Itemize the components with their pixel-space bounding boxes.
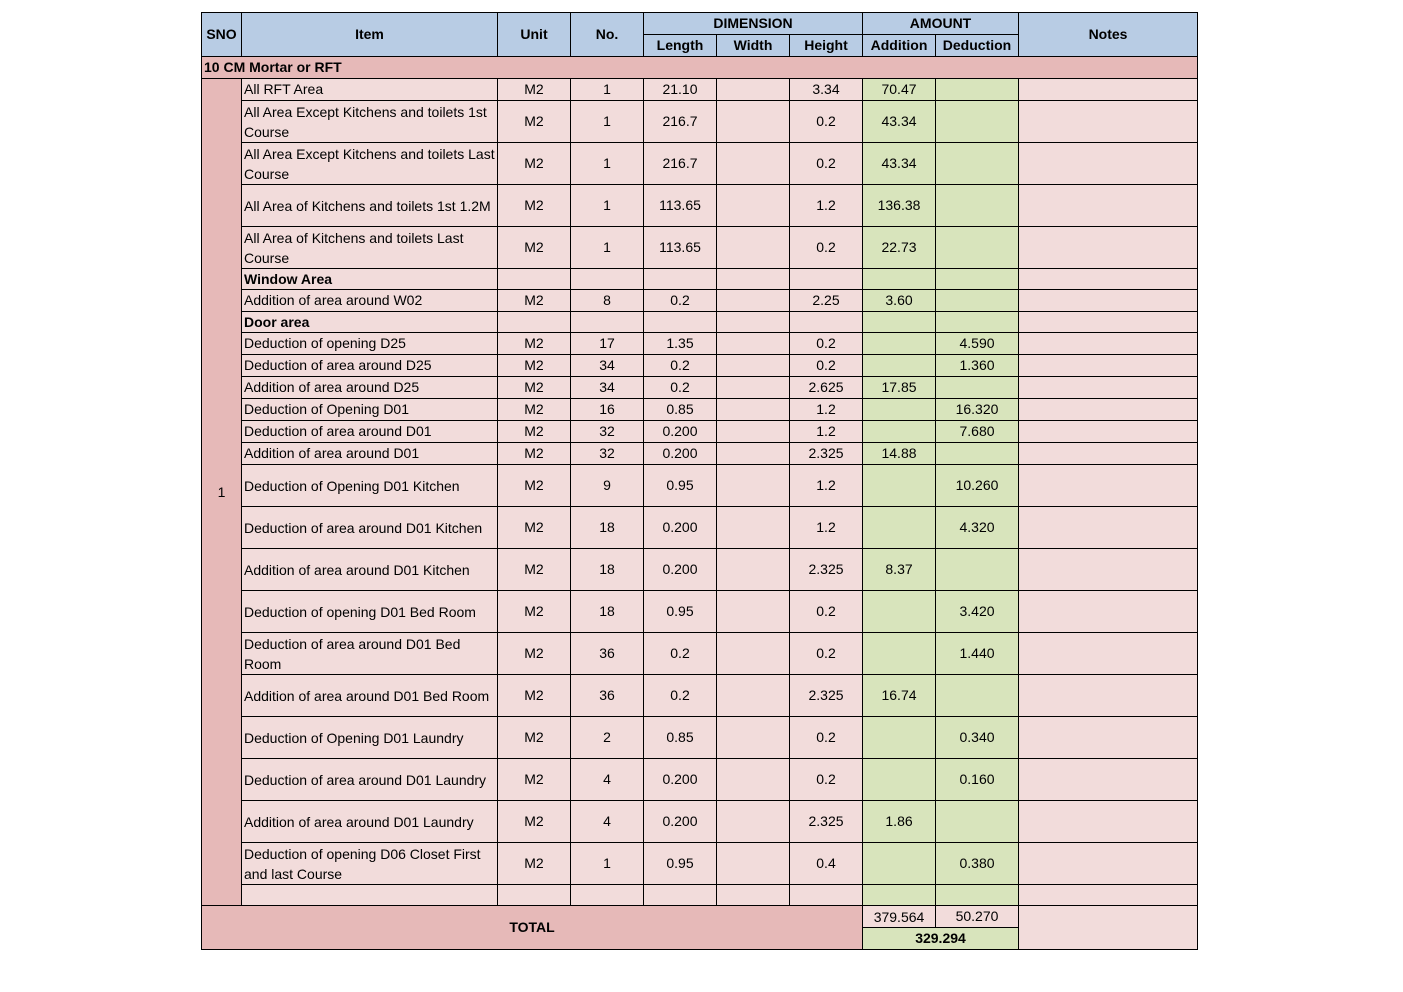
length-cell: 0.200 <box>644 759 717 801</box>
no-cell: 18 <box>571 507 644 549</box>
addition-cell: 17.85 <box>863 377 936 399</box>
table-row <box>202 801 1198 843</box>
height-cell: 0.2 <box>790 759 863 801</box>
item-cell: All Area Except Kitchens and toilets Last Course <box>242 143 498 185</box>
width-cell <box>717 843 790 885</box>
unit-cell <box>498 269 571 290</box>
header-sno: SNO <box>202 13 242 57</box>
item-cell: Addition of area around D01 Kitchen <box>242 549 498 591</box>
length-cell <box>644 885 717 906</box>
height-cell: 3.34 <box>790 79 863 101</box>
addition-cell: 14.88 <box>863 443 936 465</box>
total-row <box>202 906 1198 928</box>
notes-cell <box>1019 801 1198 843</box>
width-cell <box>717 333 790 355</box>
length-cell: 0.200 <box>644 801 717 843</box>
deduction-cell <box>936 290 1019 312</box>
notes-cell <box>1019 333 1198 355</box>
quantity-table <box>201 12 1198 950</box>
table-row <box>202 443 1198 465</box>
height-cell: 1.2 <box>790 185 863 227</box>
item-cell: Deduction of area around D01 Kitchen <box>242 507 498 549</box>
table-row <box>202 549 1198 591</box>
length-cell: 0.85 <box>644 399 717 421</box>
notes-cell <box>1019 399 1198 421</box>
notes-cell <box>1019 717 1198 759</box>
no-cell: 1 <box>571 843 644 885</box>
notes-cell <box>1019 759 1198 801</box>
unit-cell: M2 <box>498 377 571 399</box>
unit-cell: M2 <box>498 759 571 801</box>
unit-cell: M2 <box>498 717 571 759</box>
unit-cell: M2 <box>498 843 571 885</box>
height-cell: 0.2 <box>790 591 863 633</box>
height-cell <box>790 269 863 290</box>
net-total: 329.294 <box>863 928 1019 950</box>
notes-cell <box>1019 633 1198 675</box>
table-row <box>202 312 1198 333</box>
width-cell <box>717 591 790 633</box>
length-cell: 0.2 <box>644 377 717 399</box>
length-cell: 0.85 <box>644 717 717 759</box>
height-cell: 1.2 <box>790 399 863 421</box>
width-cell <box>717 717 790 759</box>
addition-cell <box>863 507 936 549</box>
addition-cell <box>863 465 936 507</box>
no-cell <box>571 269 644 290</box>
item-cell: Deduction of area around D25 <box>242 355 498 377</box>
width-cell <box>717 885 790 906</box>
item-cell: Deduction of area around D01 Laundry <box>242 759 498 801</box>
length-cell: 0.95 <box>644 465 717 507</box>
table-row <box>202 717 1198 759</box>
deduction-cell <box>936 101 1019 143</box>
addition-cell <box>863 591 936 633</box>
no-cell: 32 <box>571 421 644 443</box>
length-cell: 216.7 <box>644 143 717 185</box>
header-width: Width <box>717 35 790 57</box>
width-cell <box>717 633 790 675</box>
header-height: Height <box>790 35 863 57</box>
width-cell <box>717 312 790 333</box>
header-length: Length <box>644 35 717 57</box>
notes-cell <box>1019 549 1198 591</box>
unit-cell: M2 <box>498 801 571 843</box>
addition-cell <box>863 717 936 759</box>
no-cell: 2 <box>571 717 644 759</box>
deduction-cell <box>936 377 1019 399</box>
no-cell: 1 <box>571 227 644 269</box>
item-cell: Deduction of Opening D01 Laundry <box>242 717 498 759</box>
table-row <box>202 507 1198 549</box>
width-cell <box>717 399 790 421</box>
addition-cell <box>863 843 936 885</box>
item-cell: Addition of area around D25 <box>242 377 498 399</box>
header-amount: AMOUNT <box>863 13 1019 35</box>
length-cell: 0.2 <box>644 633 717 675</box>
addition-cell <box>863 759 936 801</box>
width-cell <box>717 801 790 843</box>
deduction-cell <box>936 185 1019 227</box>
unit-cell: M2 <box>498 185 571 227</box>
no-cell: 32 <box>571 443 644 465</box>
length-cell: 0.200 <box>644 549 717 591</box>
length-cell: 21.10 <box>644 79 717 101</box>
item-cell: Deduction of Opening D01 <box>242 399 498 421</box>
notes-cell <box>1019 421 1198 443</box>
deduction-cell: 16.320 <box>936 399 1019 421</box>
height-cell: 2.325 <box>790 675 863 717</box>
sno-cell: 1 <box>202 79 242 906</box>
total-addition: 379.564 <box>863 906 936 928</box>
table-row <box>202 227 1198 269</box>
addition-cell: 3.60 <box>863 290 936 312</box>
unit-cell: M2 <box>498 355 571 377</box>
notes-cell <box>1019 79 1198 101</box>
notes-cell <box>1019 101 1198 143</box>
width-cell <box>717 79 790 101</box>
item-cell: Window Area <box>242 269 498 290</box>
table-row <box>202 333 1198 355</box>
item-cell <box>242 885 498 906</box>
header-item: Item <box>242 13 498 57</box>
unit-cell: M2 <box>498 421 571 443</box>
width-cell <box>717 443 790 465</box>
header-row-1 <box>202 13 1198 35</box>
section-row <box>202 57 1198 79</box>
width-cell <box>717 507 790 549</box>
table-row <box>202 185 1198 227</box>
unit-cell: M2 <box>498 507 571 549</box>
table-row <box>202 143 1198 185</box>
unit-cell: M2 <box>498 290 571 312</box>
item-cell: Door area <box>242 312 498 333</box>
length-cell <box>644 312 717 333</box>
height-cell: 2.625 <box>790 377 863 399</box>
item-cell: Addition of area around D01 Laundry <box>242 801 498 843</box>
addition-cell: 70.47 <box>863 79 936 101</box>
height-cell: 1.2 <box>790 507 863 549</box>
notes-cell <box>1019 843 1198 885</box>
length-cell: 0.2 <box>644 355 717 377</box>
addition-cell <box>863 399 936 421</box>
no-cell: 36 <box>571 675 644 717</box>
notes-cell <box>1019 227 1198 269</box>
header-notes: Notes <box>1019 13 1198 57</box>
table-row <box>202 377 1198 399</box>
table-row <box>202 355 1198 377</box>
no-cell: 4 <box>571 801 644 843</box>
no-cell: 17 <box>571 333 644 355</box>
addition-cell: 16.74 <box>863 675 936 717</box>
height-cell: 2.325 <box>790 549 863 591</box>
height-cell: 0.2 <box>790 333 863 355</box>
item-cell: All Area Except Kitchens and toilets 1st Course <box>242 101 498 143</box>
deduction-cell: 4.320 <box>936 507 1019 549</box>
addition-cell <box>863 885 936 906</box>
deduction-cell <box>936 79 1019 101</box>
no-cell <box>571 885 644 906</box>
total-deduction: 50.270 <box>936 906 1019 928</box>
unit-cell: M2 <box>498 443 571 465</box>
length-cell: 216.7 <box>644 101 717 143</box>
length-cell: 0.2 <box>644 675 717 717</box>
deduction-cell <box>936 312 1019 333</box>
unit-cell: M2 <box>498 333 571 355</box>
item-cell: Deduction of opening D25 <box>242 333 498 355</box>
height-cell: 2.325 <box>790 801 863 843</box>
item-cell: All RFT Area <box>242 79 498 101</box>
width-cell <box>717 269 790 290</box>
unit-cell: M2 <box>498 227 571 269</box>
width-cell <box>717 421 790 443</box>
notes-cell <box>1019 507 1198 549</box>
no-cell: 34 <box>571 377 644 399</box>
deduction-cell: 4.590 <box>936 333 1019 355</box>
unit-cell: M2 <box>498 591 571 633</box>
deduction-cell: 0.380 <box>936 843 1019 885</box>
item-cell: Deduction of opening D06 Closet First and last Course <box>242 843 498 885</box>
notes-cell <box>1019 443 1198 465</box>
height-cell: 0.2 <box>790 143 863 185</box>
width-cell <box>717 290 790 312</box>
table-row <box>202 79 1198 101</box>
no-cell: 1 <box>571 143 644 185</box>
deduction-cell: 0.160 <box>936 759 1019 801</box>
item-cell: Deduction of opening D01 Bed Room <box>242 591 498 633</box>
addition-cell: 43.34 <box>863 101 936 143</box>
addition-cell <box>863 355 936 377</box>
length-cell: 0.2 <box>644 290 717 312</box>
table-row <box>202 675 1198 717</box>
notes-cell <box>1019 312 1198 333</box>
unit-cell: M2 <box>498 465 571 507</box>
deduction-cell: 1.440 <box>936 633 1019 675</box>
height-cell: 1.2 <box>790 421 863 443</box>
unit-cell: M2 <box>498 675 571 717</box>
unit-cell: M2 <box>498 399 571 421</box>
width-cell <box>717 465 790 507</box>
notes-cell <box>1019 465 1198 507</box>
unit-cell: M2 <box>498 79 571 101</box>
height-cell: 1.2 <box>790 465 863 507</box>
addition-cell: 1.86 <box>863 801 936 843</box>
width-cell <box>717 185 790 227</box>
no-cell <box>571 312 644 333</box>
length-cell: 1.35 <box>644 333 717 355</box>
no-cell: 9 <box>571 465 644 507</box>
no-cell: 34 <box>571 355 644 377</box>
item-cell: Deduction of area around D01 Bed Room <box>242 633 498 675</box>
no-cell: 4 <box>571 759 644 801</box>
deduction-cell: 1.360 <box>936 355 1019 377</box>
notes-cell <box>1019 269 1198 290</box>
notes-cell <box>1019 143 1198 185</box>
item-cell: Addition of area around D01 Bed Room <box>242 675 498 717</box>
header-deduction: Deduction <box>936 35 1019 57</box>
deduction-cell <box>936 227 1019 269</box>
no-cell: 18 <box>571 591 644 633</box>
height-cell: 0.2 <box>790 717 863 759</box>
header-unit: Unit <box>498 13 571 57</box>
table-row <box>202 885 1198 906</box>
table-row <box>202 269 1198 290</box>
length-cell: 0.200 <box>644 507 717 549</box>
deduction-cell: 10.260 <box>936 465 1019 507</box>
deduction-cell <box>936 801 1019 843</box>
width-cell <box>717 101 790 143</box>
height-cell <box>790 885 863 906</box>
table-row <box>202 591 1198 633</box>
deduction-cell <box>936 675 1019 717</box>
total-label: TOTAL <box>202 906 863 950</box>
no-cell: 16 <box>571 399 644 421</box>
no-cell: 36 <box>571 633 644 675</box>
item-cell: All Area of Kitchens and toilets 1st 1.2M <box>242 185 498 227</box>
height-cell: 0.4 <box>790 843 863 885</box>
unit-cell: M2 <box>498 633 571 675</box>
notes-cell <box>1019 355 1198 377</box>
deduction-cell: 3.420 <box>936 591 1019 633</box>
unit-cell: M2 <box>498 101 571 143</box>
addition-cell <box>863 333 936 355</box>
length-cell: 0.200 <box>644 421 717 443</box>
unit-cell <box>498 885 571 906</box>
table-row <box>202 843 1198 885</box>
length-cell: 0.95 <box>644 591 717 633</box>
item-cell: Deduction of area around D01 <box>242 421 498 443</box>
notes-cell <box>1019 675 1198 717</box>
height-cell: 0.2 <box>790 633 863 675</box>
length-cell: 113.65 <box>644 227 717 269</box>
table-row <box>202 290 1198 312</box>
notes-cell <box>1019 591 1198 633</box>
section-title: 10 CM Mortar or RFT <box>202 57 1198 79</box>
notes-cell <box>1019 185 1198 227</box>
table-row <box>202 759 1198 801</box>
table-row <box>202 399 1198 421</box>
deduction-cell: 7.680 <box>936 421 1019 443</box>
addition-cell: 22.73 <box>863 227 936 269</box>
addition-cell <box>863 312 936 333</box>
notes-cell <box>1019 885 1198 906</box>
item-cell: All Area of Kitchens and toilets Last Course <box>242 227 498 269</box>
notes-cell <box>1019 377 1198 399</box>
width-cell <box>717 227 790 269</box>
addition-cell: 8.37 <box>863 549 936 591</box>
total-notes-cell <box>1019 906 1198 950</box>
length-cell: 0.200 <box>644 443 717 465</box>
height-cell: 2.25 <box>790 290 863 312</box>
notes-cell <box>1019 290 1198 312</box>
addition-cell <box>863 633 936 675</box>
deduction-cell: 0.340 <box>936 717 1019 759</box>
table-row <box>202 633 1198 675</box>
width-cell <box>717 143 790 185</box>
deduction-cell <box>936 549 1019 591</box>
header-addition: Addition <box>863 35 936 57</box>
addition-cell: 136.38 <box>863 185 936 227</box>
height-cell: 0.2 <box>790 355 863 377</box>
height-cell: 0.2 <box>790 227 863 269</box>
width-cell <box>717 377 790 399</box>
unit-cell <box>498 312 571 333</box>
length-cell: 113.65 <box>644 185 717 227</box>
table-row <box>202 421 1198 443</box>
height-cell <box>790 312 863 333</box>
unit-cell: M2 <box>498 143 571 185</box>
deduction-cell <box>936 443 1019 465</box>
height-cell: 2.325 <box>790 443 863 465</box>
deduction-cell <box>936 885 1019 906</box>
width-cell <box>717 549 790 591</box>
deduction-cell <box>936 269 1019 290</box>
width-cell <box>717 675 790 717</box>
width-cell <box>717 759 790 801</box>
height-cell: 0.2 <box>790 101 863 143</box>
addition-cell <box>863 269 936 290</box>
table-row <box>202 101 1198 143</box>
addition-cell <box>863 421 936 443</box>
item-cell: Addition of area around W02 <box>242 290 498 312</box>
no-cell: 8 <box>571 290 644 312</box>
no-cell: 1 <box>571 185 644 227</box>
length-cell: 0.95 <box>644 843 717 885</box>
length-cell <box>644 269 717 290</box>
width-cell <box>717 355 790 377</box>
item-cell: Addition of area around D01 <box>242 443 498 465</box>
no-cell: 1 <box>571 101 644 143</box>
unit-cell: M2 <box>498 549 571 591</box>
addition-cell: 43.34 <box>863 143 936 185</box>
table-row <box>202 465 1198 507</box>
header-dimension: DIMENSION <box>644 13 863 35</box>
header-no: No. <box>571 13 644 57</box>
item-cell: Deduction of Opening D01 Kitchen <box>242 465 498 507</box>
no-cell: 18 <box>571 549 644 591</box>
no-cell: 1 <box>571 79 644 101</box>
deduction-cell <box>936 143 1019 185</box>
